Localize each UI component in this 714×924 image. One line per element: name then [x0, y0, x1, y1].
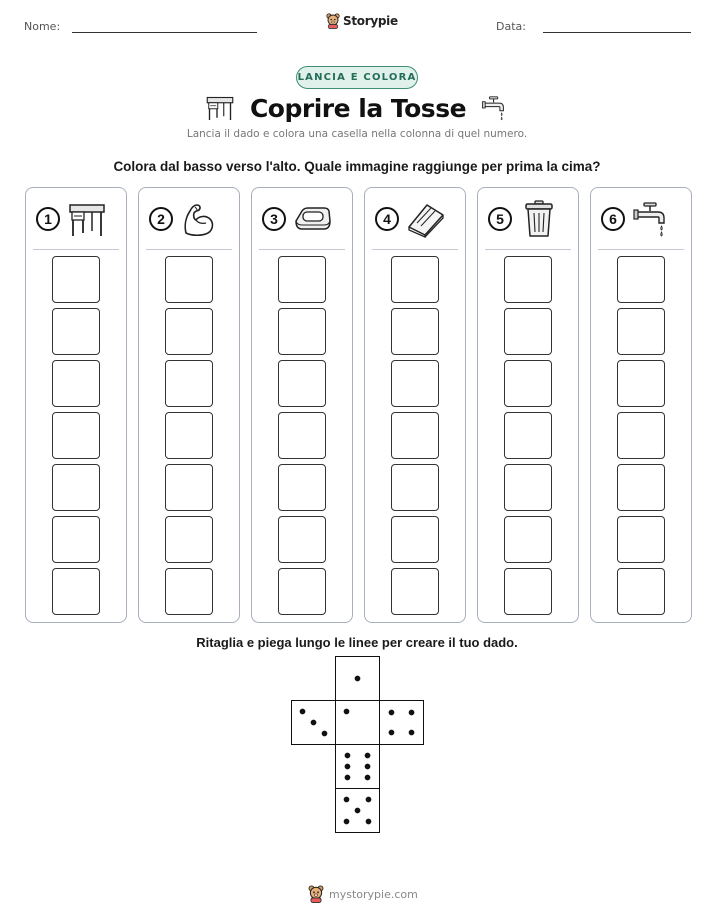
color-box[interactable]	[504, 256, 552, 303]
instruction-text: Colora dal basso verso l'alto. Quale immagine raggiunge per prima la cima?	[113, 159, 601, 174]
color-box[interactable]	[391, 568, 439, 615]
columns-grid	[25, 187, 689, 623]
color-box[interactable]	[165, 256, 213, 303]
subtitle: Lancia il dado e colora una casella nella colonna di quel numero.	[186, 128, 528, 140]
die-face-3	[291, 700, 336, 745]
color-box[interactable]	[391, 464, 439, 511]
color-box[interactable]	[617, 516, 665, 563]
desk-icon	[204, 93, 236, 123]
color-box[interactable]	[165, 568, 213, 615]
color-box[interactable]	[504, 464, 552, 511]
color-box[interactable]	[165, 412, 213, 459]
color-box[interactable]	[617, 412, 665, 459]
flexed-arm-icon	[180, 199, 220, 239]
color-box[interactable]	[391, 308, 439, 355]
column-number: 2	[149, 207, 173, 231]
bear-icon	[308, 885, 324, 903]
column-3	[251, 187, 353, 623]
color-box[interactable]	[278, 360, 326, 407]
column-5	[477, 187, 579, 623]
die-face-5	[335, 788, 380, 833]
color-boxes	[165, 256, 213, 615]
brand-logo: Storypie	[326, 13, 398, 29]
column-2	[138, 187, 240, 623]
color-box[interactable]	[52, 412, 100, 459]
die-pips	[336, 745, 379, 788]
color-box[interactable]	[52, 256, 100, 303]
color-box[interactable]	[165, 516, 213, 563]
name-line	[72, 32, 257, 33]
color-box[interactable]	[278, 568, 326, 615]
color-box[interactable]	[504, 360, 552, 407]
die-face-4	[379, 700, 424, 745]
trash-can-icon	[519, 199, 559, 239]
color-box[interactable]	[52, 568, 100, 615]
column-divider	[372, 249, 458, 250]
color-box[interactable]	[52, 516, 100, 563]
color-box[interactable]	[278, 464, 326, 511]
column-number: 1	[36, 207, 60, 231]
footer	[308, 885, 418, 903]
color-box[interactable]	[504, 308, 552, 355]
color-box[interactable]	[617, 360, 665, 407]
column-header	[375, 200, 457, 238]
faucet-icon	[632, 199, 672, 239]
column-header	[488, 200, 570, 238]
color-box[interactable]	[617, 308, 665, 355]
die-face-1	[335, 656, 380, 701]
die-pips	[336, 701, 379, 744]
color-box[interactable]	[391, 516, 439, 563]
page-title: Coprire la Tosse	[249, 93, 467, 123]
color-box[interactable]	[617, 256, 665, 303]
title-row	[0, 88, 714, 128]
date-line	[543, 32, 691, 33]
color-box[interactable]	[278, 516, 326, 563]
color-box[interactable]	[391, 360, 439, 407]
activity-badge: LANCIA E COLORA	[296, 66, 418, 89]
soap-icon	[292, 199, 334, 239]
column-divider	[485, 249, 571, 250]
cut-instruction: Ritaglia e piega lungo le linee per creare il tuo dado.	[196, 635, 518, 650]
column-1	[25, 187, 127, 623]
color-boxes	[504, 256, 552, 615]
tissue-icon	[405, 199, 447, 239]
column-header	[601, 200, 683, 238]
color-box[interactable]	[617, 464, 665, 511]
color-box[interactable]	[504, 412, 552, 459]
color-box[interactable]	[278, 308, 326, 355]
column-number: 5	[488, 207, 512, 231]
color-box[interactable]	[278, 412, 326, 459]
color-box[interactable]	[52, 464, 100, 511]
color-box[interactable]	[52, 308, 100, 355]
column-divider	[259, 249, 345, 250]
column-number: 6	[601, 207, 625, 231]
faucet-icon	[480, 94, 510, 122]
color-box[interactable]	[617, 568, 665, 615]
name-label: Nome:	[24, 20, 61, 33]
die-face-1-center	[335, 700, 380, 745]
color-box[interactable]	[504, 516, 552, 563]
column-divider	[598, 249, 684, 250]
color-boxes	[391, 256, 439, 615]
column-4	[364, 187, 466, 623]
color-box[interactable]	[52, 360, 100, 407]
footer-url: mystorypie.com	[329, 887, 418, 901]
column-header	[262, 200, 344, 238]
column-header	[149, 200, 231, 238]
bear-icon	[326, 13, 340, 29]
column-number: 4	[375, 207, 399, 231]
color-box[interactable]	[391, 412, 439, 459]
column-number: 3	[262, 207, 286, 231]
die-pips	[336, 657, 379, 700]
column-divider	[146, 249, 232, 250]
date-label: Data:	[496, 20, 526, 33]
color-boxes	[52, 256, 100, 615]
color-box[interactable]	[391, 256, 439, 303]
color-box[interactable]	[165, 308, 213, 355]
column-divider	[33, 249, 119, 250]
color-box[interactable]	[504, 568, 552, 615]
column-6	[590, 187, 692, 623]
desk-icon	[67, 199, 107, 239]
die-pips	[292, 701, 335, 744]
color-boxes	[278, 256, 326, 615]
die-face-6	[335, 744, 380, 789]
column-header	[36, 200, 118, 238]
die-pips	[336, 789, 379, 832]
color-box[interactable]	[165, 360, 213, 407]
color-boxes	[617, 256, 665, 615]
die-pips	[380, 701, 423, 744]
color-box[interactable]	[278, 256, 326, 303]
color-box[interactable]	[165, 464, 213, 511]
